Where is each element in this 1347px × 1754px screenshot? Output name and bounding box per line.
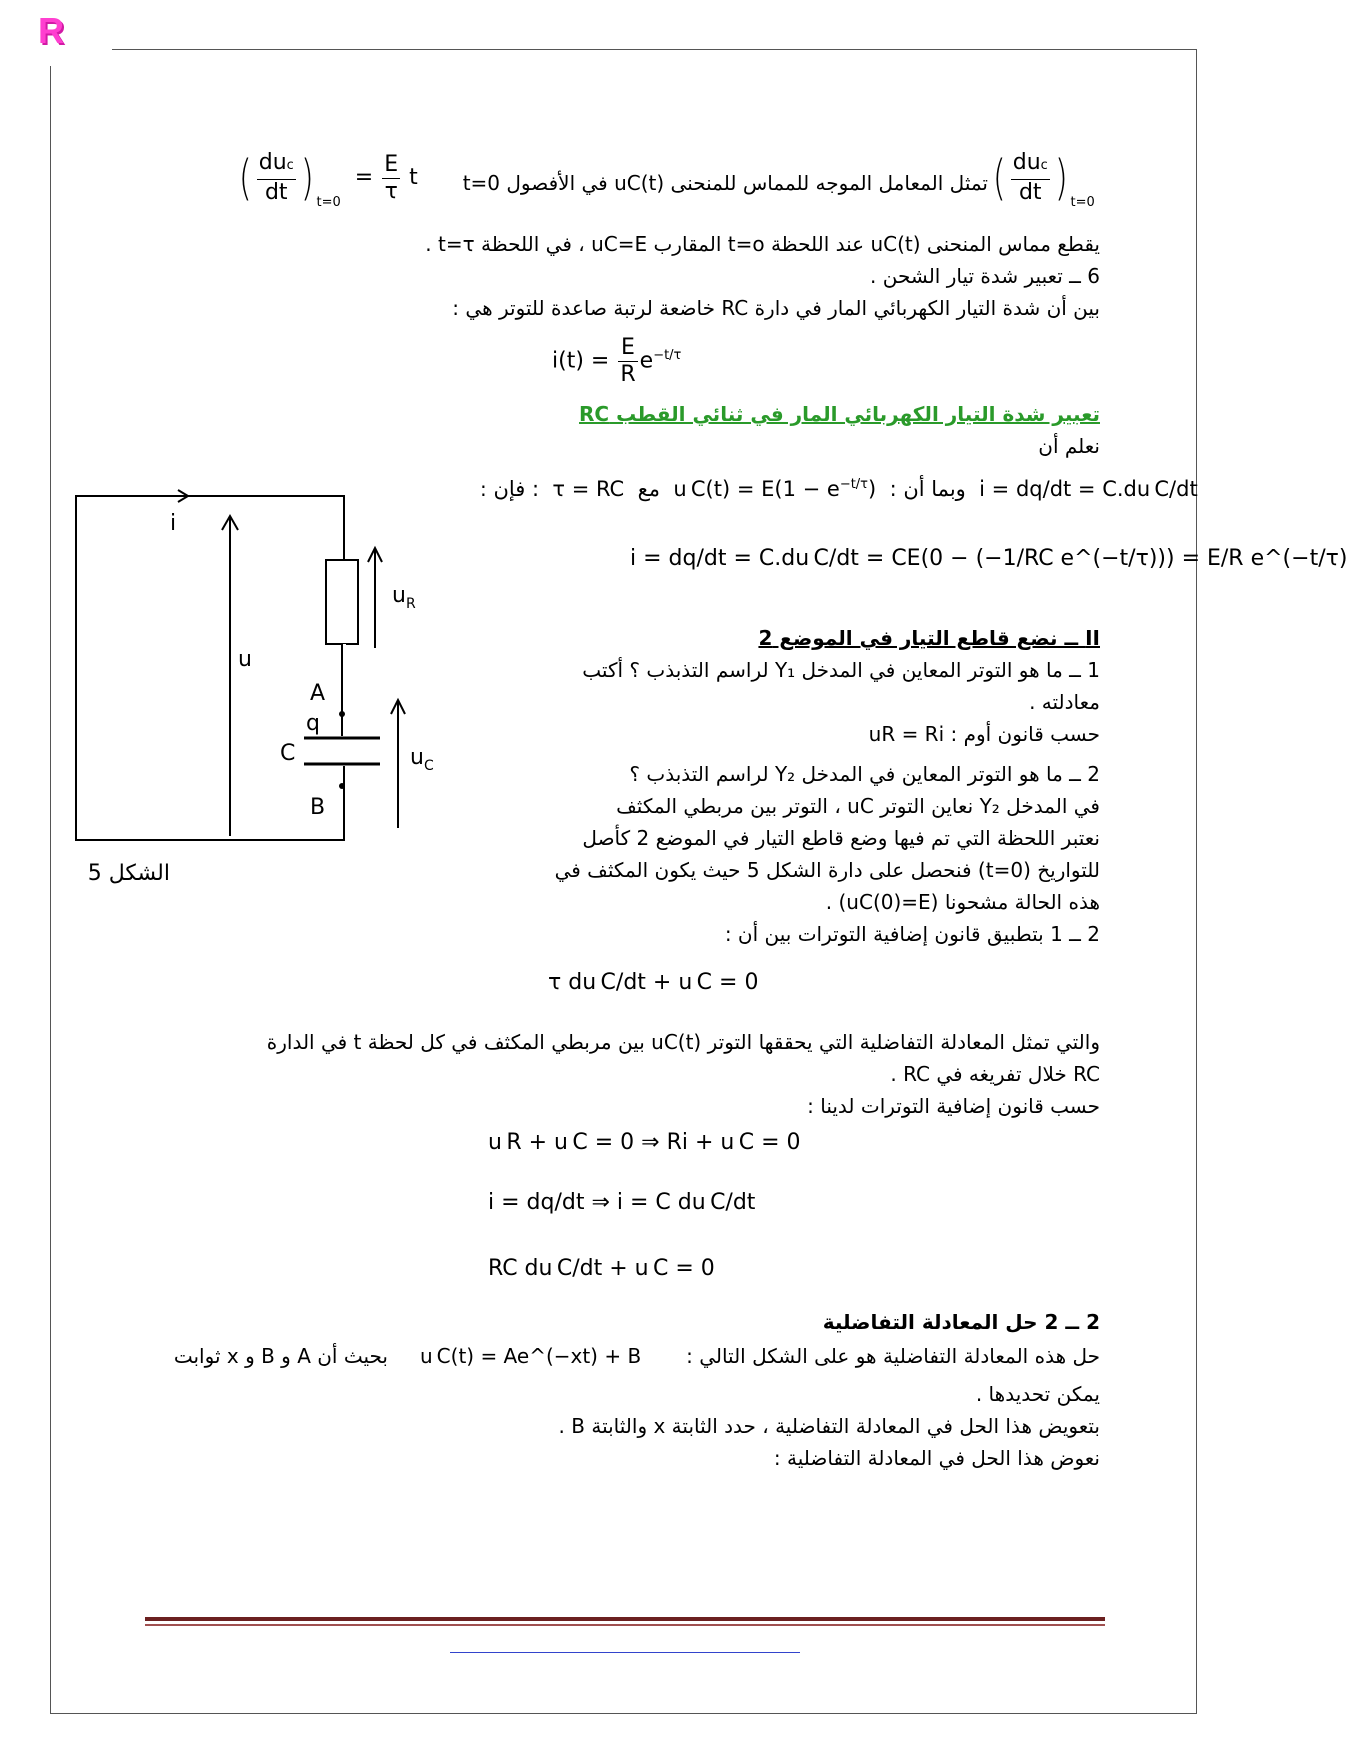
section-heading-ii: II ــ نضع قاطع التيار في الموضع 2 (758, 626, 1100, 650)
diff-desc-3: حسب قانون إضافية التوترات لدينا : (807, 1094, 1100, 1118)
charge-current-title: 6 ــ تعبير شدة تيار الشحن . (870, 264, 1100, 288)
solve-text-2: يمكن تحديدها . (975, 1382, 1100, 1406)
question-2: 2 ــ ما هو التوتر المعاين في المدخل Y₂ لراسم التذبذب ؟ (629, 762, 1100, 786)
question-2-1: 2 ــ 1 بتطبيق قانون إضافية التوترات بين أن : (724, 922, 1100, 946)
resistor (326, 560, 358, 644)
solve-text-4: نعوض هذا الحل في المعادلة التفاضلية : (773, 1446, 1100, 1470)
eq-current-derivation: i = dq/dt = C.du C/dt = CE(0 − (−1/RC e^(−t/τ))) = E/R e^(−t/τ) (630, 546, 1347, 571)
eq-relation: : فإن : τ = RC مع u $C(t) = E(1 - e^{-t/\tau})$ : وبما أن i = dq/dt = C.du C/dt (480, 477, 1198, 501)
eq-slope-left: ( $\frac{\text{duc}}{dt}$ ) $_{t=0}$ = $\frac{E}{\tau}$ t (238, 150, 418, 210)
frame-top-line (112, 49, 1196, 50)
frame-right-line (1196, 49, 1197, 1714)
section-heading-solve: 2 ــ 2 حل المعادلة التفاضلية (822, 1310, 1100, 1334)
label-q: q (306, 711, 320, 736)
frame-left-line (50, 66, 51, 1714)
slope-text: تمثل المعامل الموجه للمماس للمنحنى u‎C(t) في الأفصول t=0 (462, 171, 988, 195)
question-1-cont: معادلته . (1029, 690, 1100, 714)
eq-solution-form: u C(t) = Ae^(−xt) + B (420, 1344, 642, 1368)
label-i: i (170, 511, 177, 536)
footer-bar-thin (145, 1624, 1105, 1626)
eq-slope-right: ( $\frac{\text{duc}}{dt}$ ) $_{t=0}$ (992, 150, 1095, 210)
answer-2: في المدخل Y₂ نعاين التوتر u‎C ، التوتر بين مربطي المكثف (616, 794, 1100, 818)
frame-bottom-line (50, 1713, 1197, 1714)
para-2: للتواريخ (t=0) فنحصل على دارة الشكل 5 حيث يكون المكثف في (554, 858, 1100, 882)
eq-diff-tau: τ du C/dt + u C = 0 (548, 970, 759, 995)
figure-caption: الشكل 5 (87, 861, 170, 886)
eq-rc-diff: RC du C/dt + u C = 0 (488, 1256, 715, 1281)
circuit-figure (70, 480, 490, 900)
diff-desc-1: والتي تمثل المعادلة التفاضلية التي يحققها التوتر u‎C(t) بين مربطي المكثف في كل لحظة t في الدارة (266, 1030, 1100, 1054)
label-c: C (280, 741, 296, 766)
section-heading-rc: تعبير شدة التيار الكهربائي المار في ثنائي القطب RC (579, 402, 1100, 426)
solve-text-1-tail: بحيث أن A و B و x ثوابت (173, 1344, 388, 1368)
solve-text-1: حل هذه المعادلة التفاضلية هو على الشكل التالي : (686, 1344, 1100, 1368)
label-u: u (238, 647, 252, 672)
label-b: B (310, 795, 326, 820)
logo: R (38, 10, 64, 51)
solve-text-3: بتعويض هذا الحل في المعادلة التفاضلية ، حدد الثابتة x والثابتة B . (558, 1414, 1100, 1438)
ohm-law: حسب قانون أوم : u‎R = Ri (868, 722, 1100, 746)
circuit-wire (76, 496, 344, 840)
charge-current-statement: بين أن شدة التيار الكهربائي المار في دارة RC خاضعة لرتبة صاعدة للتوتر هي : (452, 296, 1100, 320)
para-1: نعتبر اللحظة التي تم فيها وضع قاطع التيار في الموضع 2 كأصل (582, 826, 1100, 850)
eq-kvl: u R + u C = 0 ⇒ Ri + u C = 0 (488, 1130, 801, 1155)
tangent-text: يقطع مماس المنحنى u‎C(t) عند اللحظة t=o المقارب u‎C=E ، في اللحظة t=τ . (425, 232, 1100, 256)
know-text: نعلم أن (1038, 434, 1100, 458)
label-a: A (310, 681, 326, 706)
question-1: 1 ــ ما هو التوتر المعاين في المدخل Y₁ لراسم التذبذب ؟ أكتب (582, 658, 1100, 682)
label-uc: $u_C$ (410, 745, 434, 774)
diff-desc-2: RC خلال تفريغه في RC . (890, 1062, 1100, 1086)
label-ur: $u_R$ (392, 583, 416, 612)
para-3: هذه الحالة مشحونا (u‎C(0)=E) . (825, 890, 1100, 914)
footer-link-line[interactable] (450, 1652, 800, 1653)
eq-current: i(t) = $\frac{E}{R}$ $e^{-t/\tau}$ (552, 335, 682, 387)
eq-current-def: i = dq/dt ⇒ i = C du C/dt (488, 1190, 756, 1215)
footer-bar (145, 1617, 1105, 1621)
